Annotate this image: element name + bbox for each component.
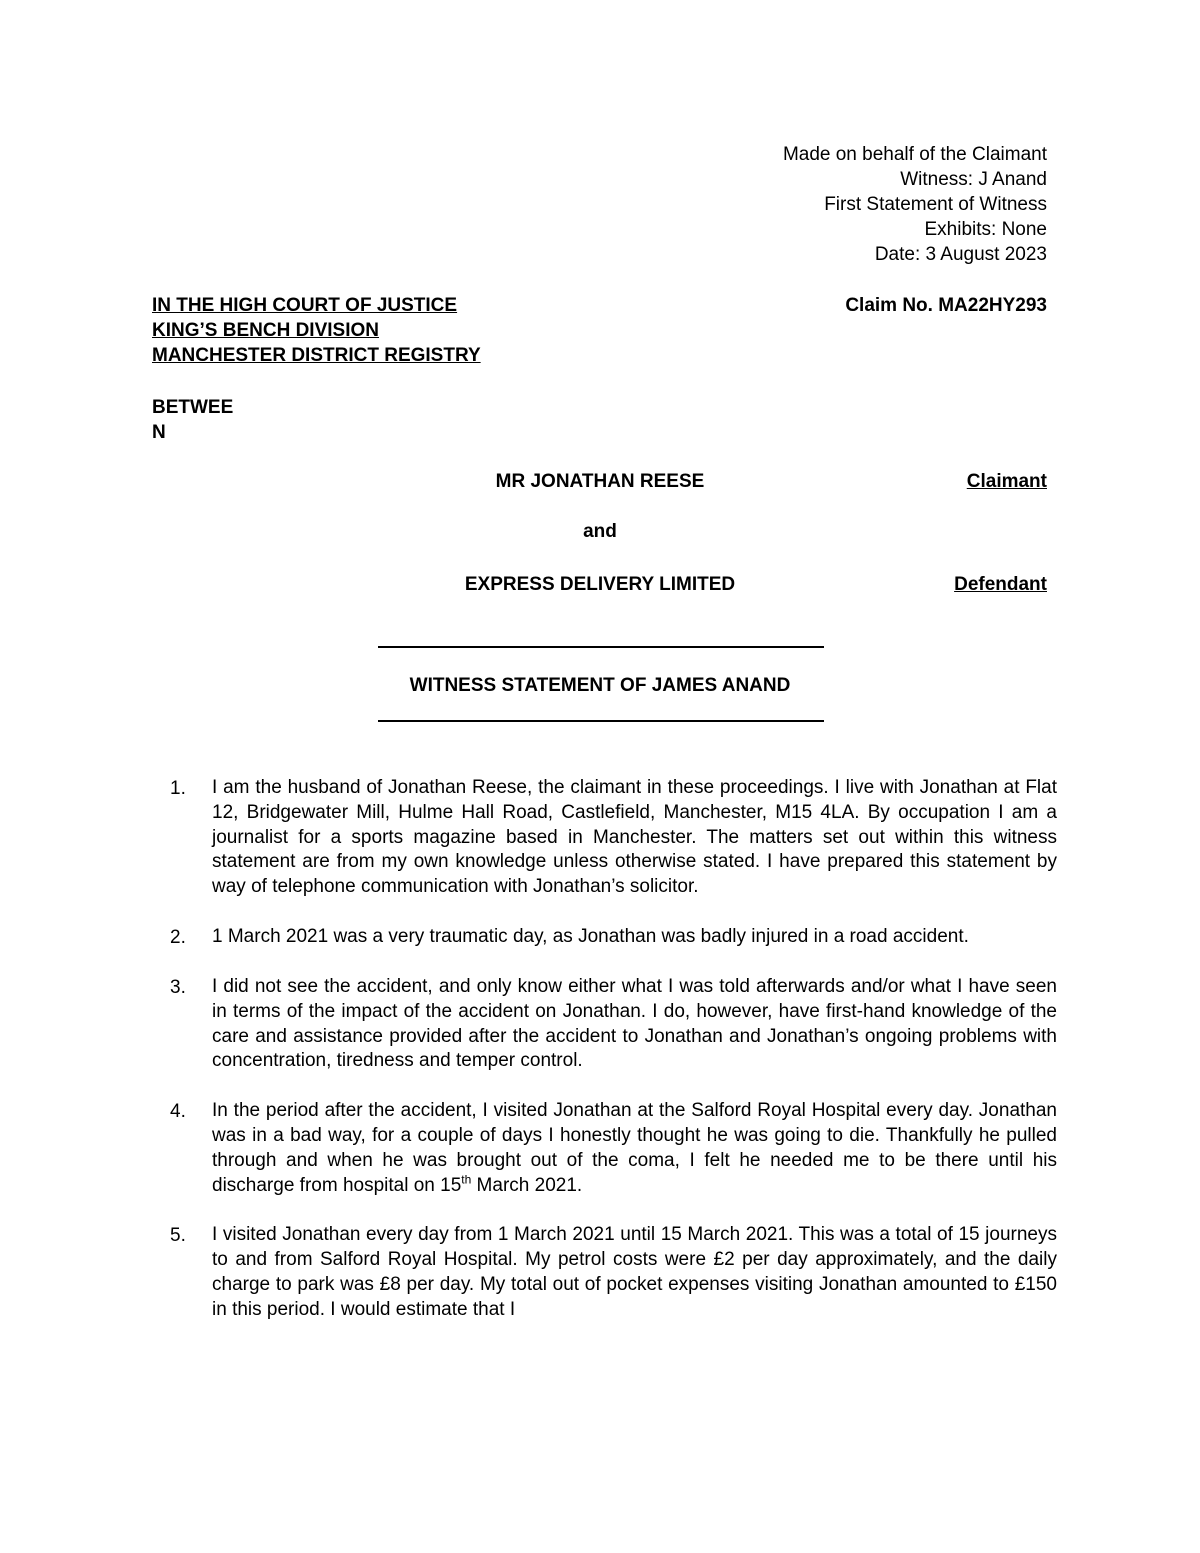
court-name: IN THE HIGH COURT OF JUSTICE — [152, 295, 458, 316]
claimant-name: MR JONATHAN REESE — [495, 471, 705, 492]
paragraph-2 — [170, 925, 1057, 950]
paragraph-1 — [170, 776, 1057, 900]
paragraph-text: 1 March 2021 was a very traumatic day, as Jonathan was badly injured in a road accident. — [212, 925, 969, 947]
and-separator: and — [583, 521, 617, 542]
statement-number-line: First Statement of Witness — [824, 194, 1047, 215]
claim-number: Claim No. MA22HY293 — [845, 295, 1047, 316]
court-heading — [152, 293, 481, 368]
paragraph-number: 2. — [170, 926, 186, 948]
between-label — [152, 395, 262, 445]
title-rule-bottom — [378, 720, 824, 722]
exhibits-line: Exhibits: None — [924, 219, 1047, 240]
date-line: Date: 3 August 2023 — [874, 244, 1047, 265]
between-label-line2: N — [152, 422, 166, 443]
paragraph-4 — [170, 1099, 1057, 1198]
paragraph-number: 4. — [170, 1101, 186, 1123]
ordinal-suffix: th — [461, 1172, 472, 1187]
paragraph-text-part: In the period after the accident, I visited Jonathan at the Salford Royal Hospital every day. Jonathan was in a bad way, for a couple of days I honestly thought he was going to die. Thankfully he pulled through and when he was brought out of the coma, I felt he needed me to be there until his discharge from hospital on 15 — [212, 1100, 1057, 1196]
paragraph-number: 1. — [170, 778, 186, 799]
court-division: KING’S BENCH DIVISION — [152, 320, 379, 341]
between-label-line1: BETWEE — [152, 397, 234, 418]
paragraph-number: 5. — [170, 1225, 186, 1247]
paragraph-3 — [170, 975, 1057, 1074]
statement-body — [170, 776, 1057, 1348]
paragraph-5 — [170, 1223, 1057, 1322]
statement-title: WITNESS STATEMENT OF JAMES ANAND — [409, 675, 791, 696]
paragraph-number: 3. — [170, 976, 186, 998]
paragraph-text: I visited Jonathan every day from 1 March 2021 until 15 March 2021. This was a total of 15 journeys to and from Salford Royal Hospital. My petrol costs were £2 per day approximately, and the daily charge to park was £8 per day. My total out of pocket expenses visiting Jonathan amounted to £150 in this period. I would estimate that I — [212, 1224, 1057, 1320]
witness-line: Witness: J Anand — [900, 169, 1047, 190]
statement-metadata — [600, 142, 1047, 267]
paragraph-text: I did not see the accident, and only know either what I was told afterwards and/or what I have seen in terms of the impact of the accident on Jonathan. I do, however, have first-hand knowledge of the care and assistance provided after the accident to Jonathan and Jonathan’s ongoing problems with concentration, tiredness and temper control. — [212, 975, 1057, 1072]
made-on-behalf-line: Made on behalf of the Claimant — [782, 144, 1047, 165]
paragraph-text: I am the husband of Jonathan Reese, the claimant in these proceedings. I live with Jonathan at Flat 12, Bridgewater Mill, Hulme Hall Road, Castlefield, Manchester, M15 4LA. By occupation I am a journalist for a sports magazine based in Manchester. The matters set out within this witness statement are from my own knowledge unless otherwise stated. I have prepared this statement by way of telephone communication with Jonathan’s solicitor. — [212, 777, 1057, 898]
defendant-name: EXPRESS DELIVERY LIMITED — [464, 574, 736, 595]
title-rule-top — [378, 646, 824, 648]
court-registry: MANCHESTER DISTRICT REGISTRY — [152, 345, 481, 366]
claimant-role: Claimant — [966, 471, 1047, 492]
paragraph-text — [212, 1099, 1057, 1198]
paragraph-text-part: March 2021. — [471, 1174, 583, 1196]
defendant-role: Defendant — [954, 574, 1047, 595]
